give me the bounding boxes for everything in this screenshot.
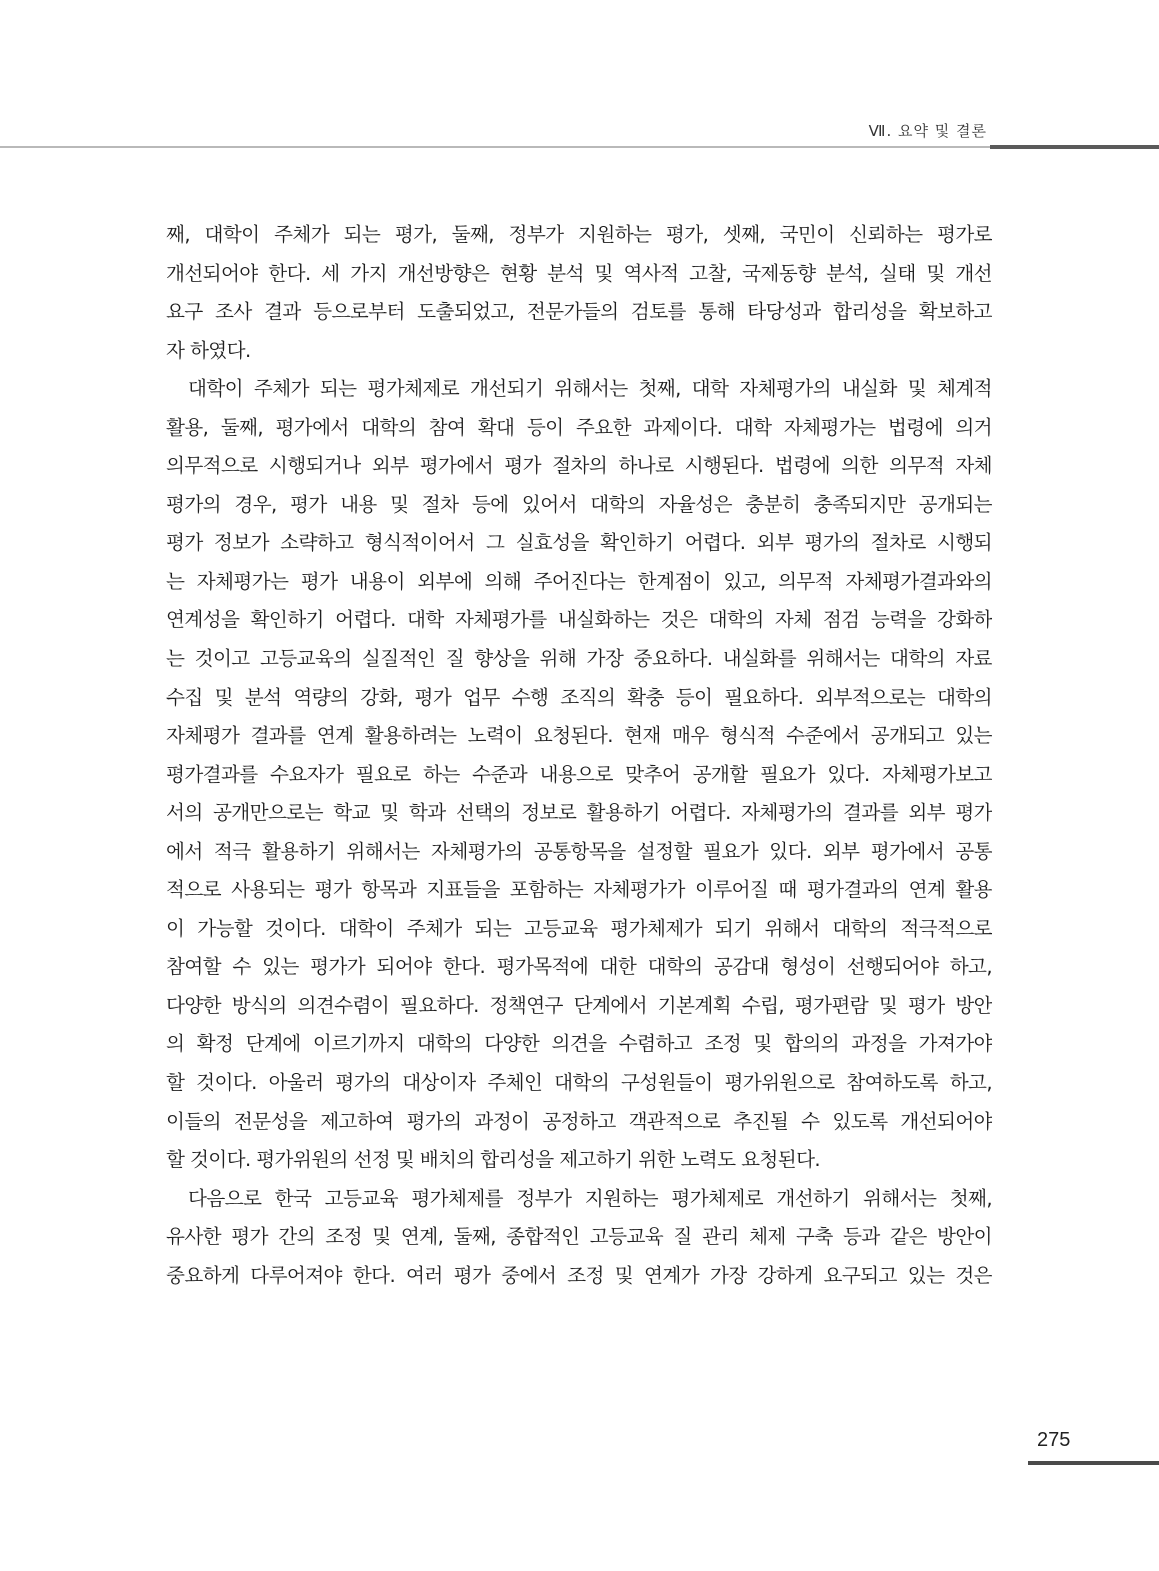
text-line: 참여할 수 있는 평가가 되어야 한다. 평가목적에 대한 대학의 공감대 형성이 선행되어야 하고,	[166, 955, 992, 979]
chapter-header-title: Ⅶ. 요약 및 결론	[868, 122, 987, 140]
text-line: 다양한 방식의 의견수렴이 필요하다. 정책연구 단계에서 기본계획 수립, 평가편람 및 평가 방안	[166, 993, 992, 1017]
header-divider	[0, 146, 990, 148]
text-line: 의 확정 단계에 이르기까지 대학의 다양한 의견을 수렴하고 조정 및 합의의 과정을 가져가야	[166, 1032, 992, 1056]
text-line: 평가결과를 수요자가 필요로 하는 수준과 내용으로 맞추어 공개할 필요가 있다. 자체평가보고	[166, 762, 992, 786]
text-line: 유사한 평가 간의 조정 및 연계, 둘째, 종합적인 고등교육 질 관리 체제 구축 등과 같은 방안이	[166, 1225, 992, 1249]
text-line: 개선되어야 한다. 세 가지 개선방향은 현황 분석 및 역사적 고찰, 국제동향 분석, 실태 및 개선	[166, 261, 992, 285]
text-line: 중요하게 다루어져야 한다. 여러 평가 중에서 조정 및 연계가 가장 강하게 요구되고 있는 것은	[166, 1263, 992, 1287]
text-line: 평가의 경우, 평가 내용 및 절차 등에 있어서 대학의 자율성은 충분히 충족되지만 공개되는	[166, 492, 992, 516]
text-line: 이 가능할 것이다. 대학이 주체가 되는 고등교육 평가체제가 되기 위해서 대학의 적극적으로	[166, 916, 992, 940]
text-line: 의무적으로 시행되거나 외부 평가에서 평가 절차의 하나로 시행된다. 법령에 의한 의무적 자체	[166, 454, 992, 478]
text-line: 적으로 사용되는 평가 항목과 지표들을 포함하는 자체평가가 이루어질 때 평가결과의 연계 활용	[166, 878, 992, 902]
body-text	[166, 216, 992, 1295]
text-line: 수집 및 분석 역량의 강화, 평가 업무 수행 조직의 확충 등이 필요하다. 외부적으로는 대학의	[166, 685, 992, 709]
text-line: 이들의 전문성을 제고하여 평가의 과정이 공정하고 객관적으로 추진될 수 있도록 개선되어야	[166, 1109, 992, 1133]
footer-accent-bar	[1028, 1461, 1159, 1465]
header-accent-bar	[990, 145, 1159, 149]
text-line: 할 것이다. 평가위원의 선정 및 배치의 합리성을 제고하기 위한 노력도 요청된다.	[166, 1148, 821, 1172]
text-line: 는 자체평가는 평가 내용이 외부에 의해 주어진다는 한계점이 있고, 의무적 자체평가결과와의	[166, 569, 992, 593]
text-line: 자 하였다.	[166, 338, 251, 362]
text-line: 서의 공개만으로는 학교 및 학과 선택의 정보로 활용하기 어렵다. 자체평가의 결과를 외부 평가	[166, 801, 992, 825]
page-number: 275	[1037, 1429, 1071, 1451]
text-line: 자체평가 결과를 연계 활용하려는 노력이 요청된다. 현재 매우 형식적 수준에서 공개되고 있는	[166, 724, 992, 748]
text-line: 대학이 주체가 되는 평가체제로 개선되기 위해서는 첫째, 대학 자체평가의 내실화 및 체계적	[188, 377, 992, 401]
text-line: 평가 정보가 소략하고 형식적이어서 그 실효성을 확인하기 어렵다. 외부 평가의 절차로 시행되	[166, 531, 992, 555]
text-line: 활용, 둘째, 평가에서 대학의 참여 확대 등이 주요한 과제이다. 대학 자체평가는 법령에 의거	[166, 415, 992, 439]
text-line: 에서 적극 활용하기 위해서는 자체평가의 공통항목을 설정할 필요가 있다. 외부 평가에서 공통	[166, 839, 992, 863]
text-line: 다음으로 한국 고등교육 평가체제를 정부가 지원하는 평가체제로 개선하기 위해서는 첫째,	[188, 1186, 992, 1210]
text-line: 할 것이다. 아울러 평가의 대상이자 주체인 대학의 구성원들이 평가위원으로 참여하도록 하고,	[166, 1071, 992, 1095]
text-line: 연계성을 확인하기 어렵다. 대학 자체평가를 내실화하는 것은 대학의 자체 점검 능력을 강화하	[166, 608, 992, 632]
text-line: 째, 대학이 주체가 되는 평가, 둘째, 정부가 지원하는 평가, 셋째, 국민이 신뢰하는 평가로	[166, 223, 992, 246]
text-line: 는 것이고 고등교육의 실질적인 질 향상을 위해 가장 중요하다. 내실화를 위해서는 대학의 자료	[166, 647, 992, 671]
text-line: 요구 조사 결과 등으로부터 도출되었고, 전문가들의 검토를 통해 타당성과 합리성을 확보하고	[166, 300, 992, 324]
